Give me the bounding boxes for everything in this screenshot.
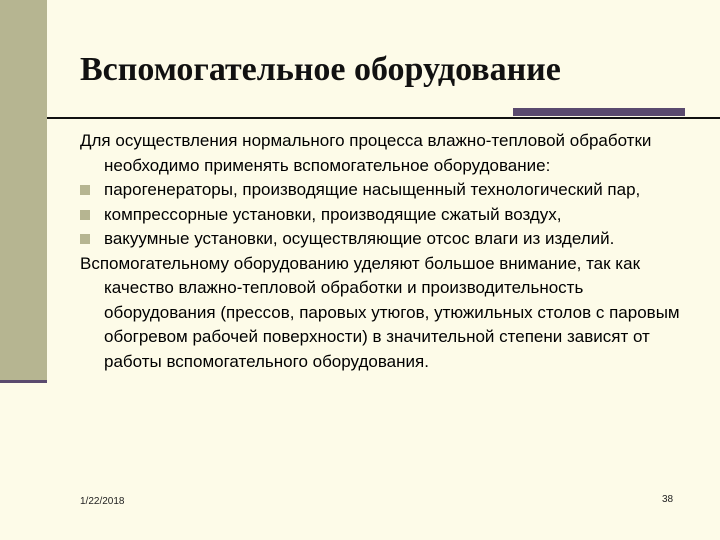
slide-body — [80, 129, 690, 374]
slide-title: Вспомогательное оборудование — [80, 51, 561, 88]
square-bullet-icon — [80, 234, 90, 244]
list-item — [80, 178, 690, 203]
left-decor-bar — [0, 0, 47, 383]
title-divider — [47, 117, 720, 119]
list-item-text: вакуумные установки, осуществляющие отсос влаги из изделий. — [104, 229, 615, 248]
conclusion-paragraph: Вспомогательному оборудованию уделяют большое внимание, так как качество влажно-тепловой обработки и производительность оборудования (прессов, паровых утюгов, утюжильных столов с паровым обогревом рабочей поверхности) в значительной степени зависят от работы вспомогательного оборудования. — [80, 253, 680, 371]
list-item — [80, 203, 690, 228]
left-decor-underline — [0, 380, 47, 383]
intro-paragraph: Для осуществления нормального процесса влажно-тепловой обработки необходимо применять вспомогательное оборудование: — [80, 131, 652, 175]
footer-date: 1/22/2018 — [80, 496, 125, 507]
square-bullet-icon — [80, 210, 90, 220]
title-accent-block — [513, 108, 685, 116]
square-bullet-icon — [80, 185, 90, 195]
list-item-text: парогенераторы, производящие насыщенный технологический пар, — [104, 180, 641, 199]
list-item-text: компрессорные установки, производящие сжатый воздух, — [104, 204, 562, 224]
list-item — [80, 227, 690, 252]
slide-number: 38 — [662, 494, 674, 505]
